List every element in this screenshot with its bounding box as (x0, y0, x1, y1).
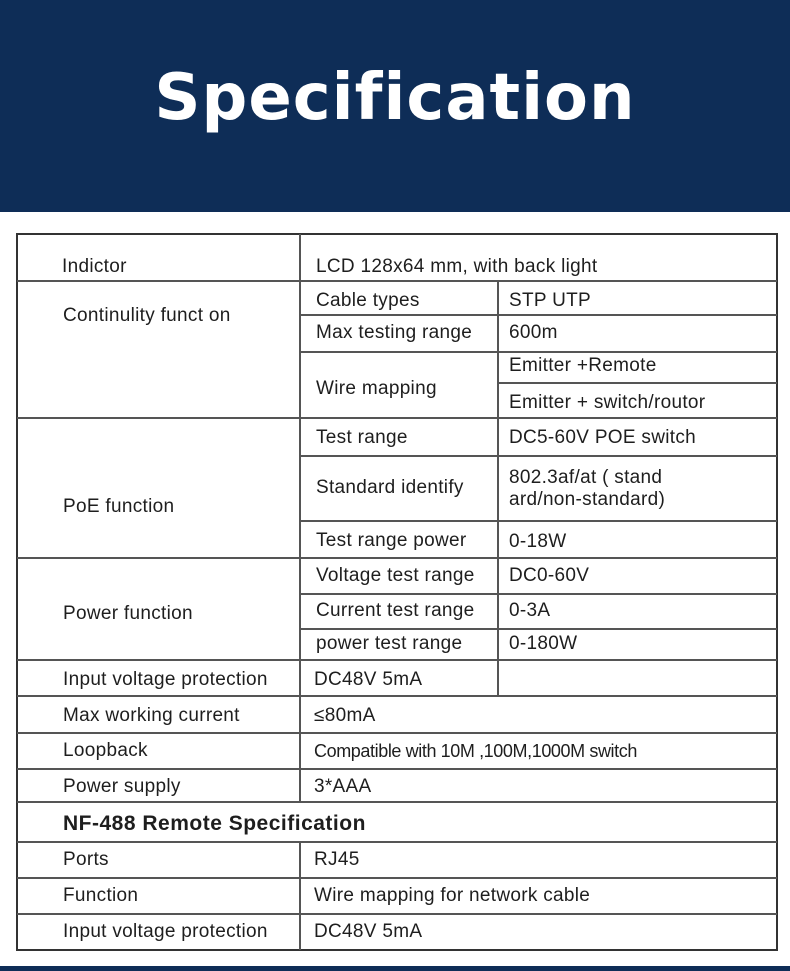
row-divider (17, 841, 777, 843)
row-divider (300, 628, 777, 630)
column-divider (299, 841, 301, 950)
ports-label: Ports (63, 849, 109, 870)
row-divider (17, 877, 777, 879)
row-divider (17, 695, 777, 697)
input-voltage-protection-value: DC48V 5mA (314, 669, 423, 690)
footer-bar (0, 966, 790, 971)
remote-input-voltage-protection-value: DC48V 5mA (314, 921, 423, 942)
input-voltage-protection-label: Input voltage protection (63, 669, 268, 690)
test-range-power-value: 0-18W (509, 531, 567, 552)
remote-section-title: NF-488 Remote Specification (63, 812, 366, 835)
continuity-label: Continulity funct on (63, 305, 231, 326)
row-divider (17, 280, 777, 282)
indicator-value: LCD 128x64 mm, with back light (316, 256, 598, 277)
row-divider (17, 801, 777, 803)
row-divider (17, 913, 777, 915)
wire-mapping-value-2: Emitter + switch/routor (509, 392, 706, 413)
power-test-range-value: 0-180W (509, 633, 578, 654)
power-function-label: Power function (63, 603, 193, 624)
test-range-value: DC5-60V POE switch (509, 427, 697, 448)
row-divider (498, 382, 777, 384)
test-range-label: Test range (316, 427, 408, 448)
wire-mapping-value-1: Emitter +Remote (509, 355, 657, 376)
row-divider (300, 314, 777, 316)
power-test-range-label: power test range (316, 633, 463, 654)
voltage-test-range-label: Voltage test range (316, 565, 475, 586)
test-range-power-label: Test range power (316, 530, 467, 551)
power-supply-label: Power supply (63, 776, 181, 797)
function-value: Wire mapping for network cable (314, 885, 591, 906)
max-testing-range-value: 600m (509, 322, 558, 343)
standard-identify-value: 802.3af/at ( stand ard/non-standard) (509, 467, 666, 510)
max-working-current-value: ≤80mA (314, 705, 376, 726)
column-divider (299, 234, 301, 801)
row-divider (300, 593, 777, 595)
row-divider (17, 417, 777, 419)
row-divider (300, 455, 777, 457)
ports-value: RJ45 (314, 849, 360, 870)
page-title: Specification (154, 61, 636, 135)
row-divider (300, 520, 777, 522)
function-label: Function (63, 885, 139, 906)
row-divider (17, 732, 777, 734)
loopback-label: Loopback (63, 740, 148, 761)
voltage-test-range-value: DC0-60V (509, 565, 590, 586)
cable-types-label: Cable types (316, 290, 420, 311)
indicator-label: Indictor (62, 256, 127, 277)
max-testing-range-label: Max testing range (316, 322, 473, 343)
standard-identify-label: Standard identify (316, 477, 464, 498)
power-supply-value: 3*AAA (314, 776, 372, 797)
poe-label: PoE function (63, 496, 175, 517)
loopback-value: Compatible with 10M ,100M,1000M switch (314, 741, 637, 761)
row-divider (17, 557, 777, 559)
remote-input-voltage-protection-label: Input voltage protection (63, 921, 268, 942)
header-banner (0, 0, 790, 212)
current-test-range-label: Current test range (316, 600, 475, 621)
row-divider (300, 351, 777, 353)
current-test-range-value: 0-3A (509, 600, 551, 621)
column-divider (497, 280, 499, 695)
row-divider (17, 768, 777, 770)
wire-mapping-label: Wire mapping (316, 378, 437, 399)
row-divider (17, 659, 777, 661)
cable-types-value: STP UTP (509, 290, 591, 311)
max-working-current-label: Max working current (63, 705, 240, 726)
